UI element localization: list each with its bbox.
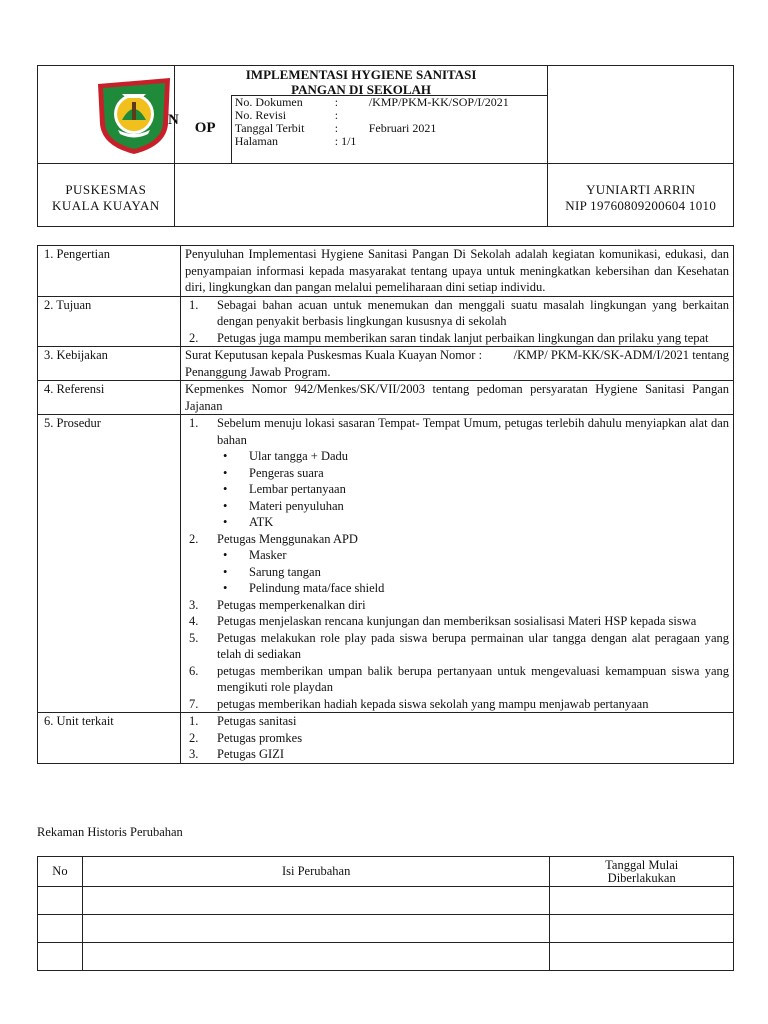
doc-title-line1: IMPLEMENTASI HYGIENE SANITASI	[245, 67, 477, 82]
bullet-item: • ATK	[185, 514, 729, 531]
label-referensi: 4. Referensi	[38, 381, 181, 415]
sop-label: OP	[194, 120, 216, 136]
signer-name: YUNIARTI ARRIN	[586, 182, 696, 197]
list-item: 3. Petugas memperkenalkan diri	[189, 597, 366, 612]
org-name: PUSKESMAS KUALA KUAYAN	[38, 164, 175, 227]
table-row	[38, 915, 734, 943]
col-header-no: No	[38, 857, 83, 887]
sop-header	[37, 65, 734, 227]
col-header-tanggal: Tanggal Mulai Diberlakukan	[550, 857, 734, 887]
meta-tanggal-terbit: Tanggal Terbit : Februari 2021	[234, 121, 437, 135]
doc-title-line2: PANGAN DI SEKOLAH	[291, 82, 432, 97]
list-item: 1. Sebelum menuju lokasi sasaran Tempat- Tempat Umum, petugas terlebih dahulu menyiapkan alat dan bahan	[189, 416, 729, 447]
bullet-item: • Sarung tangan	[185, 564, 729, 581]
row-referensi	[38, 381, 734, 415]
list-item: 2. Petugas promkes	[189, 730, 303, 745]
history-table	[37, 856, 734, 971]
label-tujuan: 2. Tujuan	[38, 296, 181, 347]
list-item: 5. Petugas melakukan role play pada siswa berupa permainan ular tangga dengan alat peragaan yang telah di sediakan	[189, 630, 729, 661]
text-kebijakan: Surat Keputusan kepala Puskesmas Kuala Kuayan Nomor : /KMP/ PKM-KK/SK-ADM/I/2021 tentang Penanggung Jawab Program.	[181, 347, 734, 381]
blank-cell	[548, 66, 734, 164]
title-cell	[174, 66, 548, 164]
row-prosedur	[38, 415, 734, 713]
meta-no-dokumen: No. Dokumen : /KMP/PKM-KK/SOP/I/2021	[234, 95, 509, 109]
table-row	[38, 943, 734, 971]
row-tujuan	[38, 296, 734, 347]
list-item: 1. Petugas sanitasi	[189, 714, 297, 728]
list-item: 4. Petugas menjelaskan rencana kunjungan dan memberiksan sosialisasi Materi HSP kepada siswa	[189, 614, 697, 628]
sop-prefix: N	[168, 112, 179, 128]
row-kebijakan	[38, 347, 734, 381]
middle-empty-cell	[174, 164, 548, 227]
list-item: 7. petugas memberikan hadiah kepada siswa sekolah yang mampu menjawab pertanyaan	[189, 696, 649, 711]
logo-cell	[38, 66, 179, 164]
table-row	[38, 887, 734, 915]
sop-content-table	[37, 245, 734, 764]
row-pengertian	[38, 246, 734, 297]
bullet-item: • Pelindung mata/face shield	[185, 580, 729, 597]
history-caption: Rekaman Historis Perubahan	[37, 825, 183, 839]
bullet-item: • Materi penyuluhan	[185, 498, 729, 515]
meta-no-revisi: No. Revisi :	[234, 108, 339, 122]
label-pengertian: 1. Pengertian	[38, 246, 181, 297]
list-item: 2. Petugas juga mampu memberikan saran tindak lanjut perbaikan lingkungan dan prilaku yang tepat	[189, 330, 709, 345]
puskesmas-logo-icon	[92, 74, 176, 158]
label-prosedur: 5. Prosedur	[38, 415, 181, 713]
signer-nip: NIP 19760809200604 1010	[565, 198, 717, 213]
bullet-item: • Ular tangga + Dadu	[185, 448, 729, 465]
signer-block	[548, 164, 734, 227]
label-kebijakan: 3. Kebijakan	[38, 347, 181, 381]
table-row	[38, 857, 734, 887]
label-unit-terkait: 6. Unit terkait	[38, 713, 181, 764]
bullet-item: • Masker	[185, 547, 729, 564]
col-header-isi: Isi Perubahan	[82, 857, 550, 887]
list-item: 1. Sebagai bahan acuan untuk menemukan dan menggali suatu masalah lingkungan yang berkaitan dengan penyakit berbasis lingkungan kususnya di sekolah	[189, 297, 729, 328]
list-item: 3. Petugas GIZI	[189, 747, 284, 761]
bullet-item: • Pengeras suara	[185, 465, 729, 482]
text-pengertian: Penyuluhan Implementasi Hygiene Sanitasi Pangan Di Sekolah adalah kegiatan komunikasi, edukasi, dan penyampaian informasi kepada masyarakat tentang upaya untuk meningkatkan kebersihan dan Kesehatan diri, lingkungkan dan pangan melalui pemeliharaan dini setiap individu.	[181, 246, 734, 297]
list-item: 2. Petugas Menggunakan APD	[189, 531, 358, 546]
row-unit-terkait	[38, 713, 734, 764]
list-item: 6. petugas memberikan umpan balik berupa pertanyaan untuk mengevaluasi kemampuan siswa yang mengikuti role playdan	[189, 663, 729, 694]
text-referensi: Kepmenkes Nomor 942/Menkes/SK/VII/2003 tentang pedoman persyaratan Hygiene Sanitasi Pangan Jajanan	[181, 381, 734, 415]
bullet-item: • Lembar pertanyaan	[185, 481, 729, 498]
meta-halaman: Halaman : 1/1	[234, 134, 357, 148]
